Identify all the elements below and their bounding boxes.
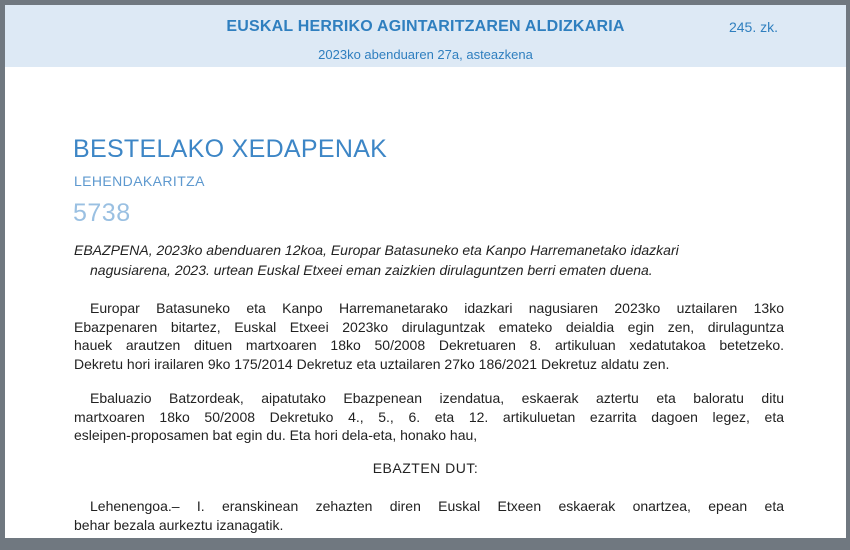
paragraph-intro — [74, 299, 784, 373]
bulletin-page — [5, 5, 846, 538]
paragraph-line: Europar Batasuneko eta Kanpo Harremanetarako idazkari nagusiaren 2023ko uztailaren 13ko — [90, 300, 784, 316]
bulletin-header — [5, 5, 846, 67]
resolves-heading: EBAZTEN DUT: — [372, 460, 479, 476]
paragraph-line: Ebaluazio Batzordeak, aipatutako Ebazpenean izendatua, eskaerak aztertu eta baloratu ditu — [90, 390, 784, 406]
document-number: 5738 — [73, 199, 131, 227]
paragraph-first-article — [74, 497, 784, 534]
paragraph-line: Ebazpenaren bitartez, Euskal Etxeei 2023ko dirulaguntzak emateko deialdia egin zen, dirulaguntza — [74, 318, 784, 335]
paragraph-line: Dekretu hori irailaren 9ko 175/2014 Dekretuz eta uztailaren 27ko 186/2021 Dekretuz aldatu zen. — [74, 355, 670, 372]
section-title: BESTELAKO XEDAPENAK — [73, 135, 388, 163]
paragraph-evaluation — [74, 389, 784, 445]
resolution-title — [74, 240, 784, 280]
publication-date: 2023ko abenduaren 27a, asteazkena — [318, 47, 533, 62]
paragraph-line: martxoaren 18ko 50/2008 Dekretuko 4., 5., 6. eta 12. artikuluetan ezarrita dagoen legez, eta — [74, 408, 784, 425]
department-name: LEHENDAKARITZA — [74, 173, 205, 189]
resolution-title-line: EBAZPENA, 2023ko abenduaren 12koa, Europar Batasuneko eta Kanpo Harremanetako idazkari — [74, 242, 679, 258]
issue-number: 245. zk. — [728, 19, 778, 35]
paragraph-line: hauek arautzen dituen martxoaren 18ko 50/2008 Dekretuaren 8. artikuluan xedatutakoa betetzeko. — [74, 337, 784, 353]
resolution-title-line: nagusiarena, 2023. urtean Euskal Etxeei eman zaizkien dirulaguntzen berri ematen duena. — [90, 262, 653, 278]
paragraph-line: esleipen-proposamen bat egin du. Eta hori dela-eta, honako hau, — [74, 427, 478, 443]
paragraph-line: Lehenengoa.– I. eranskinean zehazten diren Euskal Etxeen eskaerak onartzea, epean eta — [90, 498, 784, 514]
paragraph-line: behar bezala aurkeztu izanagatik. — [74, 516, 284, 533]
bulletin-title: EUSKAL HERRIKO AGINTARITZAREN ALDIZKARIA — [226, 18, 625, 35]
